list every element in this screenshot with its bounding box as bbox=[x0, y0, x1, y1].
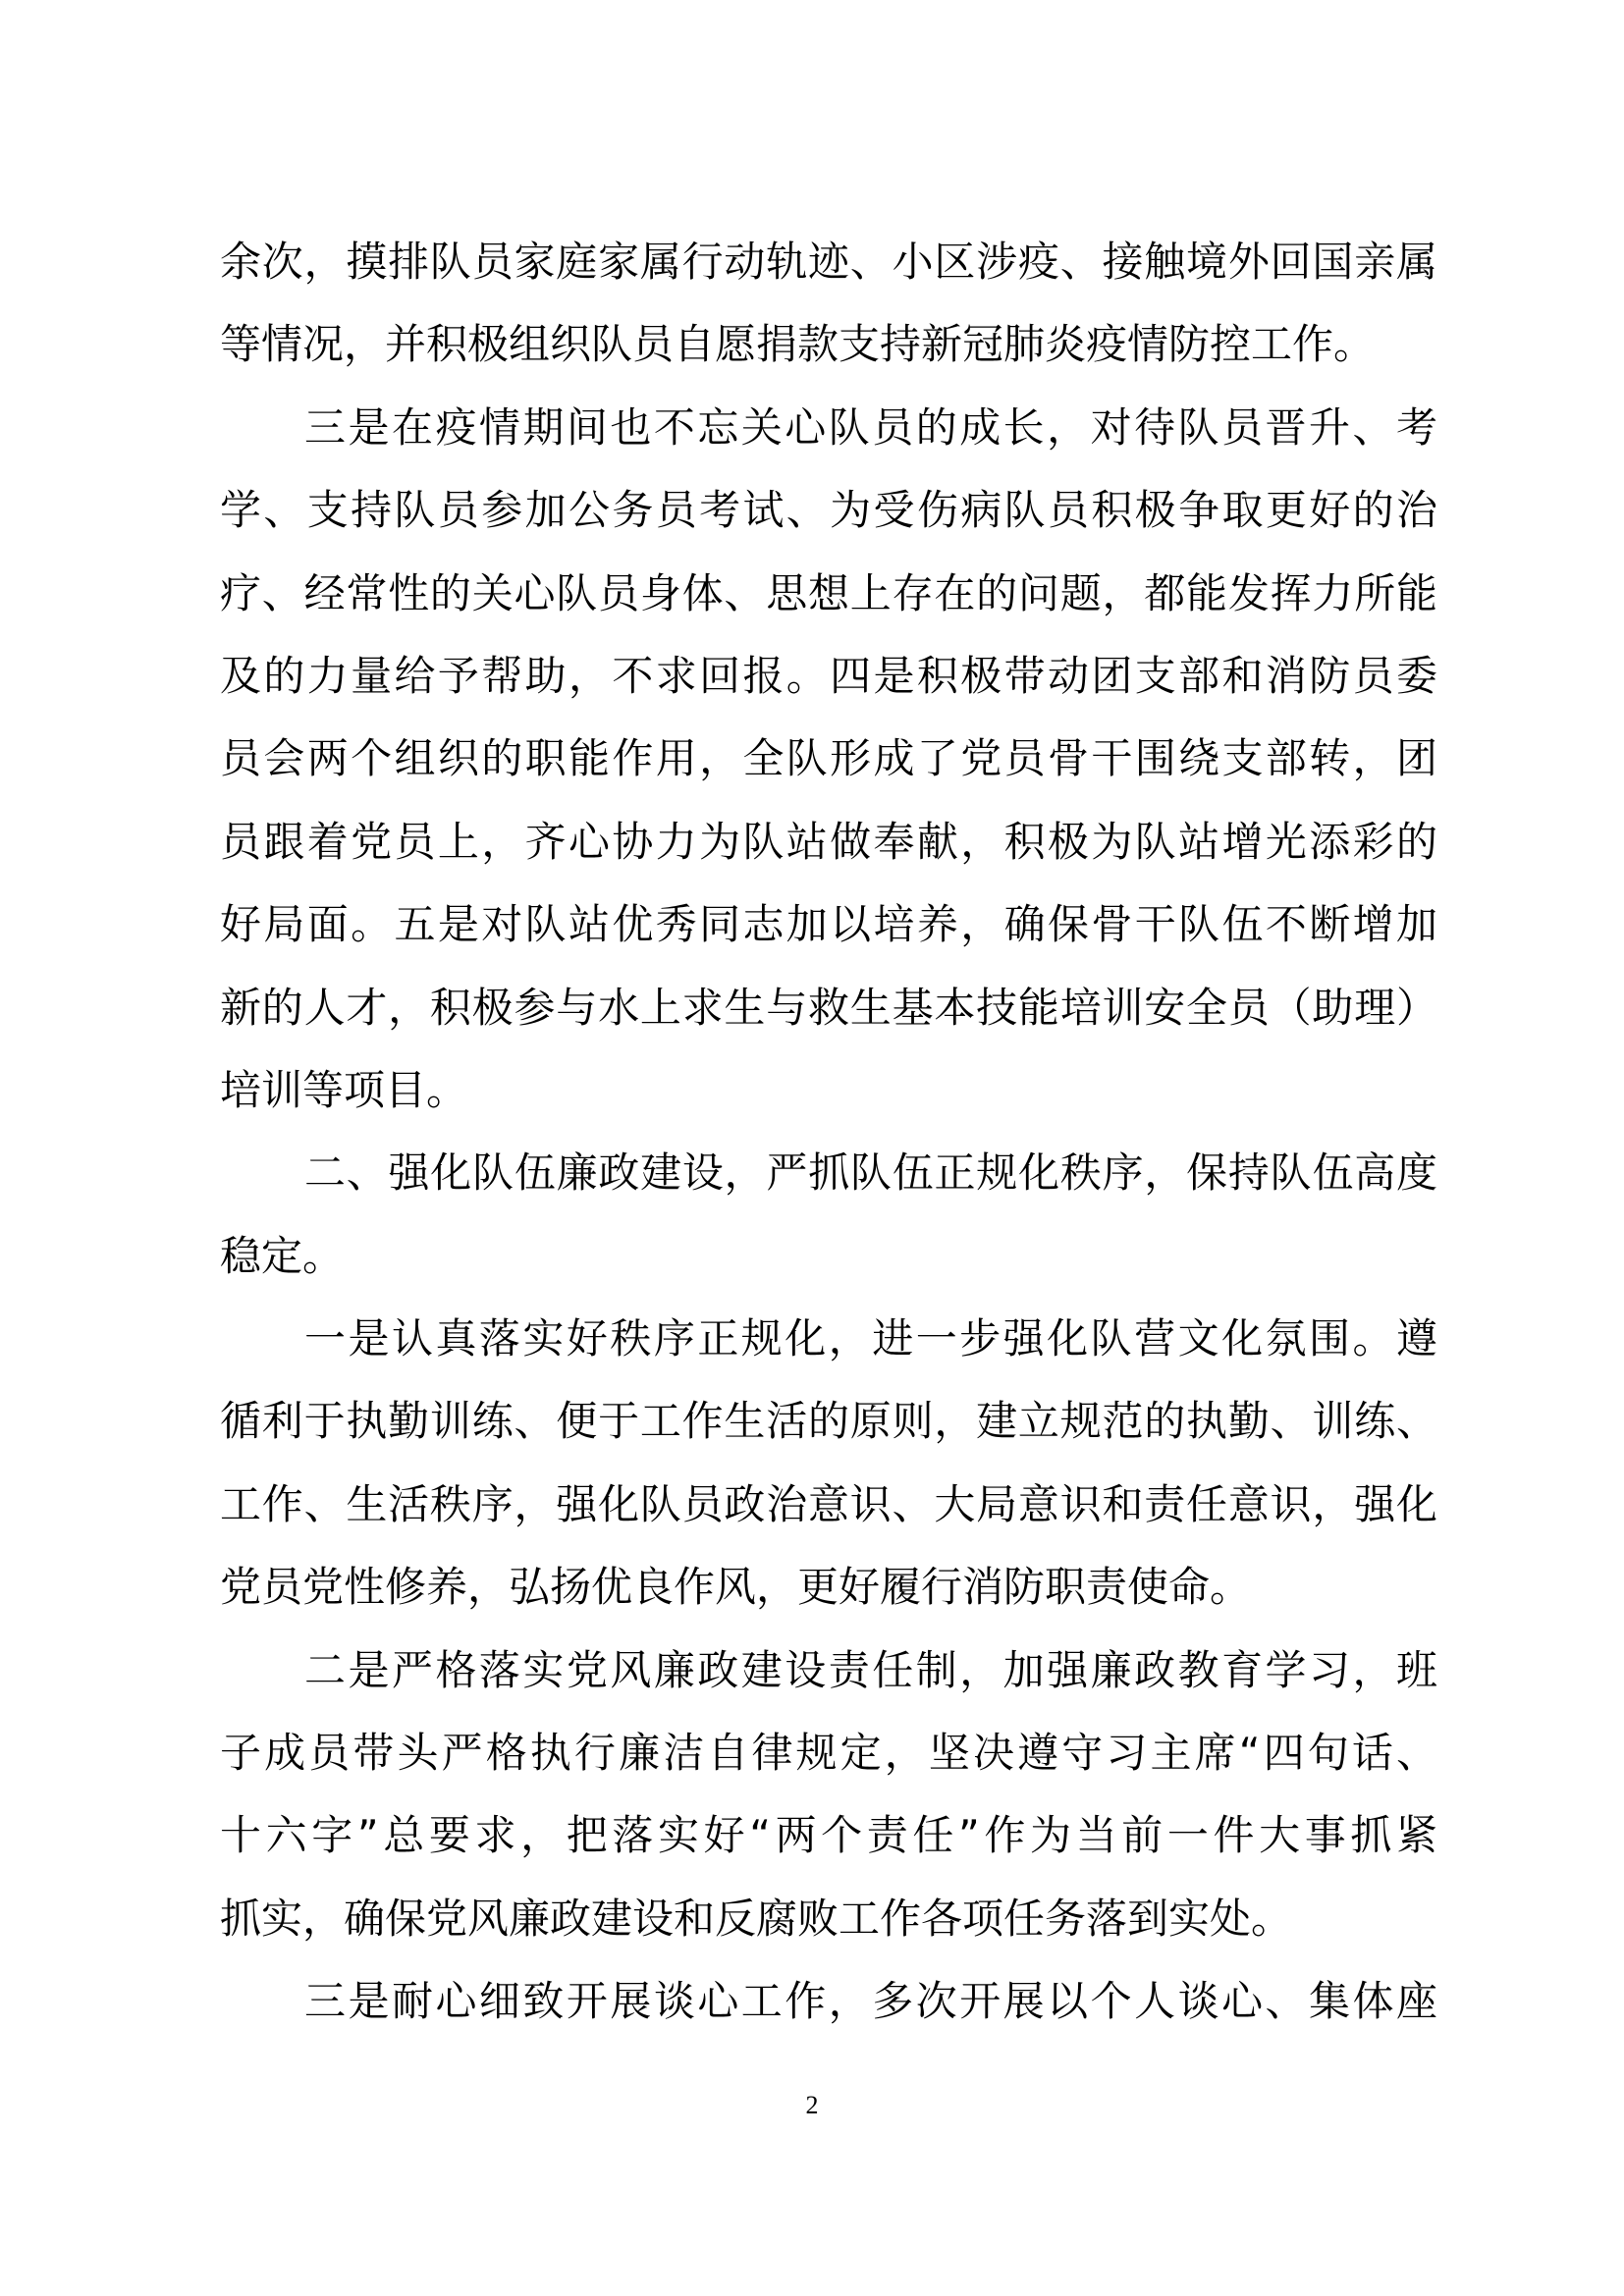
text-line: 三是耐心细致开展谈心工作，多次开展以个人谈心、集体座 bbox=[304, 1977, 1437, 2026]
text-line: 员会两个组织的职能作用，全队形成了党员骨干围绕支部转，团 bbox=[220, 734, 1437, 783]
section-heading: 二、强化队伍廉政建设，严抓队伍正规化秩序，保持队伍高度 bbox=[304, 1148, 1437, 1198]
text-line: 抓实，确保党风廉政建设和反腐败工作各项任务落到实处。 bbox=[220, 1894, 1293, 1943]
text-line: 党员党性修养，弘扬优良作风，更好履行消防职责使命。 bbox=[220, 1563, 1252, 1612]
page-number: 2 bbox=[805, 2091, 819, 2119]
text-line: 好局面。五是对队站优秀同志加以培养，确保骨干队伍不断增加 bbox=[220, 900, 1437, 949]
text-line: 等情况，并积极组织队员自愿捐款支持新冠肺炎疫情防控工作。 bbox=[220, 320, 1376, 369]
section-heading: 稳定。 bbox=[220, 1231, 345, 1280]
text-line: 子成员带头严格执行廉洁自律规定，坚决遵守习主席“四句话、 bbox=[220, 1729, 1437, 1778]
text-line: 疗、经常性的关心队员身体、思想上存在的问题，都能发挥力所能 bbox=[220, 568, 1437, 617]
document-body bbox=[220, 221, 1437, 2044]
text-line: 一是认真落实好秩序正规化，进一步强化队营文化氛围。遵 bbox=[304, 1314, 1437, 1363]
text-line: 余次，摸排队员家庭家属行动轨迹、小区涉疫、接触境外回国亲属 bbox=[220, 238, 1437, 286]
text-line: 工作、生活秩序，强化队员政治意识、大局意识和责任意识，强化 bbox=[220, 1479, 1437, 1528]
text-line: 及的力量给予帮助，不求回报。四是积极带动团支部和消防员委 bbox=[220, 651, 1437, 700]
text-line: 新的人才，积极参与水上求生与救生基本技能培训安全员（助理） bbox=[220, 983, 1437, 1032]
text-line: 三是在疫情期间也不忘关心队员的成长，对待队员晋升、考 bbox=[304, 402, 1437, 452]
text-line: 循利于执勤训练、便于工作生活的原则，建立规范的执勤、训练、 bbox=[220, 1397, 1437, 1446]
text-line: 学、支持队员参加公务员考试、为受伤病队员积极争取更好的治 bbox=[220, 486, 1437, 535]
text-line: 十六字”总要求，把落实好“两个责任”作为当前一件大事抓紧 bbox=[220, 1811, 1437, 1860]
text-line: 二是严格落实党风廉政建设责任制，加强廉政教育学习，班 bbox=[304, 1645, 1437, 1694]
text-line: 员跟着党员上，齐心协力为队站做奉献，积极为队站增光添彩的 bbox=[220, 817, 1437, 866]
text-line: 培训等项目。 bbox=[220, 1065, 468, 1114]
